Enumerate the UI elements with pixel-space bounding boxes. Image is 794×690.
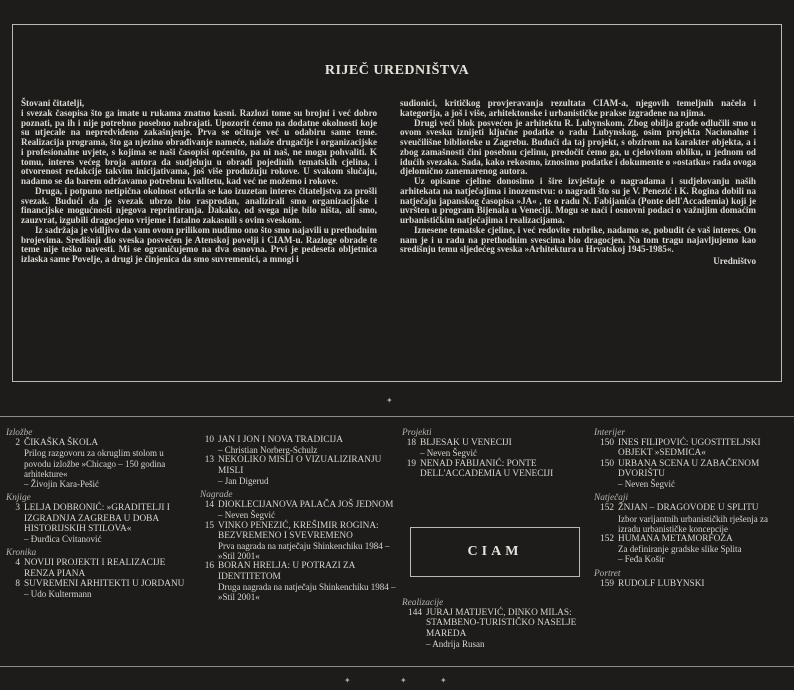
toc-entry-body [24, 503, 192, 544]
toc-entry-title: JURAJ MATIJEVIĆ, DINKO MILAS: STAMBENO-TURISTIČKO NASELJE MAREDA [426, 608, 577, 639]
toc-entry-body [24, 558, 192, 578]
toc-page-number: 10 [204, 435, 214, 445]
toc-page-number: 19 [406, 458, 416, 469]
toc-entry-title: BORAN HRELJA: U POTRAZI ZA IDENTITETOM [218, 561, 355, 582]
toc-entry [402, 438, 588, 458]
toc-column-1 [6, 428, 192, 599]
toc-entry [594, 534, 784, 565]
toc-entry [200, 521, 396, 562]
toc-entry [200, 455, 396, 486]
editorial-left-column [21, 99, 377, 265]
editorial-right-column [400, 99, 756, 267]
toc-column-4 [594, 428, 784, 589]
toc-entry-title: NEKOLIKO MISLI O VIZUALIZIRANJU MISLI [218, 455, 382, 476]
toc-entry-title: JAN I JON I NOVA TRADICIJA [218, 435, 343, 445]
editorial-title: RIJEČ UREDNIŠTVA [324, 63, 470, 78]
divider-bottom [0, 666, 794, 667]
editorial-signature: Uredništvo [713, 256, 756, 266]
toc-entry-detail: – Udo Kultermann [24, 589, 92, 600]
toc-entry-body [218, 561, 396, 602]
toc-entry-body [420, 438, 588, 458]
ciam-section-box [410, 527, 580, 577]
toc-entry-detail: Prva nagrada na natječaju Shinkenchiku 1984 – »Stil 2001« [218, 541, 390, 562]
toc-entry-detail: – Živojin Kara-Pešić [24, 479, 99, 490]
toc-entry-detail: – Andrija Rusan [426, 638, 485, 649]
toc-entry [594, 503, 784, 534]
toc-page-number: 144 [408, 608, 422, 619]
toc-entry [594, 579, 784, 589]
toc-entry-title: VINKO PENEZIĆ, KREŠIMIR ROGINA: BEZVREMENO I SVEVREMENO [218, 520, 379, 541]
toc-section-heading: Interijer [594, 428, 625, 438]
toc-entry-title: SUVREMENI ARHITEKTI U JORDANU [24, 578, 185, 589]
toc-entry-body [618, 534, 784, 565]
toc-entry-body [218, 435, 396, 455]
toc-entry [594, 459, 784, 490]
toc-entry-body [218, 500, 396, 520]
toc-entry-detail: Za definiranje gradske slike Splita [618, 544, 742, 555]
toc-entry-detail: – Feđa Košir [618, 554, 665, 565]
toc-entry-body [218, 455, 396, 486]
toc-entry-detail: Prilog razgovoru za okruglim stolom u povodu izložbe »Chicago – 150 godina arhitekture« [24, 448, 166, 479]
editorial-paragraph: Uz opisane cjeline donosimo i šire izvještaje o nagradama i sudjelovanju naših arhitekata na natječajima i inozemstvu: o nagradi što su je V. Penezić i K. Rogina dobili na natječaju japanskog časopisa »JA« , te o radu N. Fabijanića (Ponte dell'Accademia) koji je uvršten u program Bijenala u Veneciji. Mogu se naći i osnovni podaci o važnijim domaćim urbanističkim natječajima i realizacijama. [400, 176, 756, 225]
ciam-label: CIAM [467, 544, 523, 559]
divider-top [0, 416, 794, 417]
toc-entry-body [618, 579, 784, 589]
toc-entry-body [618, 503, 784, 534]
toc-entry [6, 438, 192, 489]
toc-section-heading: Izložbe [6, 428, 33, 438]
toc-page-number: 16 [204, 561, 214, 572]
toc-entry-title: LELJA DOBRONIĆ: »GRADITELJI I IZGRADNJA ZAGREBA U DOBA HISTORIJSKIH STILOVA« [24, 503, 170, 534]
toc-section-heading: Kronika [6, 548, 37, 559]
toc-page-number: 15 [204, 520, 214, 531]
editorial-paragraph: Drugi veći blok posvećen je arhitektu R. Lubynskom. Zbog obilja građe odlučili smo u ovom svesku iznijeti ključne podatke o radu Lubynskog, osim projekta Nacionalne i sveučilišne biblioteke u Zagrebu. Budući da taj projekt, s obzirom na karakter objekta, a i zbog zamašnosti čini posebnu cjelinu, predočit ćemo ga, u cjelovitom obliku, u jednom od idućih svezaka. Sada, kako rekosmo, iznosimo podatke i dokumente o »ostatku« rada ovoga djelomično zanemarenog autora. [400, 117, 756, 177]
toc-page-number: 14 [204, 500, 214, 511]
editorial-paragraph: Iznesene tematske cjeline, i već redovite rubrike, nadamo se, pobudit će vaš interes. On nam je i u radu na prethodnim svescima bio dragocjen. Na tom tragu najavljujemo kao središnju temu sljedećeg sveska »Arhitektura u Hrvatskoj 1945-1985«. [400, 224, 756, 255]
editorial-box [12, 24, 782, 382]
toc-page-number: 4 [15, 558, 20, 569]
toc-entry-body [618, 438, 784, 458]
editorial-paragraph: Druga, i potpuno netipična okolnost otkrila se kao izuzetan interes čitateljstva za prošli svezak. Budući da je svezak ubrzo bio rasprodan, analizirali smo organizacijske i financijske mogućnosti njegova reprintiranja. Dakako, od svega nije bilo ništa, ali smo, zauzvrat, izgubili dragocjeno vrijeme i fatalno zakasnili s ovim sveskom. [21, 185, 377, 225]
toc-entry-body [24, 579, 192, 599]
toc-entry-title: URBANA SCENA U ZABAČENOM DVORIŠTU [618, 458, 760, 479]
toc-entry-body [618, 459, 784, 490]
toc-page-number: 159 [600, 578, 614, 589]
editorial-paragraph: Štovani čitatelji, [21, 98, 85, 108]
toc-page-number: 8 [15, 578, 20, 589]
toc-page-number: 152 [600, 503, 614, 514]
toc-section-heading: Knjige [6, 493, 31, 504]
toc-entry [6, 558, 192, 578]
star-ornament: ✦ [400, 676, 407, 685]
toc-entry-title: ŽNJAN – DRAGOVODE U SPLITU [618, 503, 759, 514]
toc-entry [6, 579, 192, 599]
toc-page-number: 150 [600, 458, 614, 469]
toc-entry-detail: – Neven Šegvić [618, 479, 675, 490]
toc-entry-detail: – Christian Norberg-Schulz [218, 445, 318, 456]
toc-entry-detail: Izbor varijantnih urbanističkih rješenja za izradu urbanističke koncepcije [618, 513, 768, 534]
toc-entry-detail: Druga nagrada na natječaju Shinkenchiku 1984 – »Stil 2001« [218, 581, 396, 603]
toc-entry [594, 438, 784, 458]
toc-entry-title: DIOKLECIJANOVA PALAČA JOŠ JEDNOM [218, 500, 394, 511]
toc-page-number: 18 [406, 438, 416, 449]
toc-entry [6, 503, 192, 544]
toc-section-heading: Projekti [402, 428, 432, 438]
toc-entry-title: NENAD FABIJANIĆ: PONTE DELL'ACCADEMIA U VENECIJI [420, 458, 554, 479]
toc-page-number: 152 [600, 534, 614, 545]
toc-page-number: 2 [15, 438, 20, 449]
toc-entry-title: RUDOLF LUBYNSKI [618, 578, 705, 589]
toc-section-heading: Realizacije [402, 598, 444, 608]
toc-entry-title: INES FILIPOVIĆ: UGOSTITELJSKI OBJEKT »SEDMICA« [618, 438, 761, 459]
toc-page-number: 13 [204, 455, 214, 466]
toc-entry-detail: – Neven Šegvić [218, 510, 275, 521]
toc-section-heading: Nagrade [200, 490, 233, 501]
toc-entry [200, 500, 396, 520]
toc-entry-body [420, 459, 588, 479]
editorial-paragraph: Iz sadržaja je vidljivo da vam ovom prilikom nudimo ono što smo najavili u prethodnim brojevima. Središnji dio sveska posvećen je Atenskoj povelji i CIAM-u. Razloge obrade te teme nije teško navesti. Mi se ograničujemo na dva osnovna. Prvi je pedeseta obljetnica izlaska same Povelje, a drugi je činjenica da smo suvremenici, a mnogi i [21, 224, 377, 264]
toc-page-number: 150 [600, 438, 614, 449]
toc-column-3b [402, 598, 588, 649]
toc-column-3 [402, 428, 588, 479]
toc-entry-detail: – Jan Digerud [218, 475, 269, 486]
toc-entry [200, 435, 396, 455]
toc-section-heading: Portret [594, 568, 621, 579]
toc-entry [200, 561, 396, 602]
toc-entry-body [426, 608, 588, 649]
toc-entry [402, 459, 588, 479]
toc-entry-title: HUMANA METAMORFOZA [618, 534, 733, 545]
star-ornament: ✦ [386, 396, 393, 405]
editorial-paragraph: i svezak časopisa što ga imate u rukama znatno kasni. Razlozi tome su brojni i već dobro poznati, pa ih i nije potrebno posebno nabrajati. Upozorit ćemo na dodatne okolnosti koje su utjecale na nepredviđeno zakašnjenje. Prva se očituje već u odabiru same teme. Realizacija programa, što ga njezino obrađivanje nameće, nalaže drugačije i organizacijske i profesionalne uvjete, s kojima se naši časopisi općenito, pa ni naš, ne mogu pohvaliti. K tomu, interes većeg broja autora da sudjeluju u obradi pojedinih tematskih cjelina, i otvorenost redakcije takvim inicijativama, još više produžuju rokove. U svakom slučaju, nadamo se da barem održavamo potrebnu kvalitetu, kad već ne možemo i rokove. [21, 107, 377, 186]
toc-section-heading: Natječaji [594, 493, 629, 504]
toc-entry-body [218, 521, 396, 562]
toc-entry [402, 608, 588, 649]
star-ornament: ✦ [344, 676, 351, 685]
star-ornament: ✦ [440, 676, 447, 685]
toc-entry-title: BLJESAK U VENECIJI [420, 438, 512, 449]
toc-entry-title: ČIKAŠKA ŠKOLA [24, 438, 99, 449]
toc-entry-body [24, 438, 192, 489]
toc-entry-detail: – Đurđica Cvitanović [24, 534, 102, 545]
editorial-paragraph: sudionici, kritičkog provjeravanja rezultata CIAM-a, njegovih temeljnih načela i kategorija, a još i više, arhitektonske i urbanističke prakse izgrađene na njima. [400, 98, 756, 118]
toc-page-number: 3 [15, 503, 20, 514]
toc-entry-title: NOVIJI PROJEKTI I REALIZACIJE RENZA PIANA [24, 558, 166, 579]
toc-entry-detail: – Neven Šegvić [420, 448, 477, 459]
toc-column-2 [200, 435, 396, 602]
